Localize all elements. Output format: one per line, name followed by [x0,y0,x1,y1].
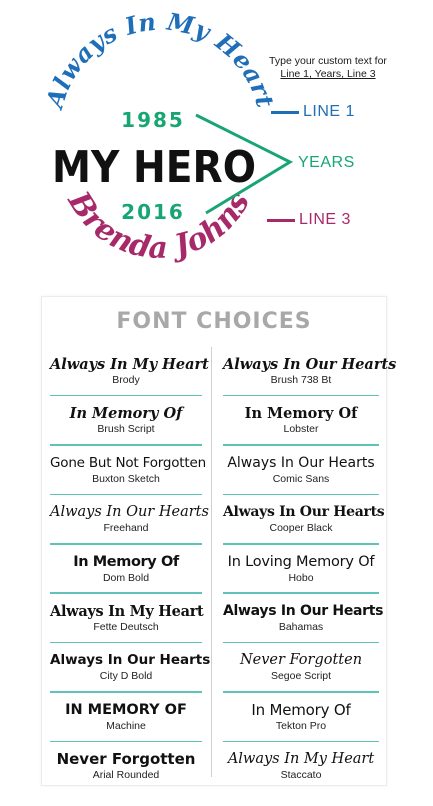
sample-rule [223,494,379,496]
column-divider [211,347,212,777]
font-sample [223,398,379,447]
sample-rule [223,444,379,446]
sample-rule [223,395,379,397]
sample-rule [223,741,379,743]
font-sample-name: Machine [106,719,146,732]
font-sample-phrase: Never Forgotten [56,750,196,769]
font-sample-name: Cooper Black [269,522,333,535]
font-sample-phrase: Always In My Heart [227,751,375,768]
sample-rule [223,592,379,594]
font-sample-phrase: IN MEMORY OF [65,701,187,718]
font-sample [50,448,206,497]
font-sample-phrase: Always In Our Hearts [223,602,384,619]
sample-rule [50,741,202,743]
sample-rule [223,543,379,545]
callout-line3-label: LINE 3 [299,211,351,228]
font-sample [223,448,379,497]
emblem-line3: Brenda Johns [60,185,258,266]
callout-line3-dash [267,219,295,222]
emblem-main-name: MY HERO [52,142,256,193]
font-choices-panel [41,296,397,786]
font-sample [50,695,202,744]
font-sample-name: City D Bold [99,670,153,683]
font-sample-phrase: In Memory Of [244,405,358,423]
font-sample-phrase: Always In My Heart [50,356,209,373]
font-sample-phrase: Always In My Heart [50,602,204,620]
font-sample-name: Staccato [280,769,322,782]
font-sample-phrase: In Memory Of [69,405,183,423]
panel-title: FONT CHOICES [116,309,312,334]
font-sample-name: Comic Sans [272,472,330,485]
font-sample-phrase: Always In Our Hearts [227,454,375,471]
font-sample-phrase: Always In Our Hearts [50,652,211,669]
instructions-text: Type your custom text for [269,55,387,67]
font-sample-name: Segoe Script [270,670,332,683]
emblem-line1: Always In My Heart [39,6,281,112]
memorial-emblem [0,0,433,290]
font-sample-name: Tekton Pro [275,719,327,732]
font-sample-phrase: In Memory Of [73,553,179,570]
font-sample [50,744,202,793]
sample-rule [50,494,202,496]
font-sample-name: Bahamas [278,620,324,633]
font-sample-name: Dom Bold [102,571,150,584]
sample-rule [223,691,379,693]
callout-line1-dash [271,111,299,114]
sample-rule [50,592,202,594]
font-sample [223,497,385,546]
font-sample [223,547,379,596]
callout-line3 [267,211,351,229]
font-sample [223,596,384,645]
font-sample [223,645,379,694]
callout-line1 [271,103,355,121]
font-sample-name: Buxton Sketch [92,472,160,485]
sample-rule [223,642,379,644]
font-column-left [50,349,211,794]
font-sample-phrase: Always In Our Hearts [223,356,397,373]
emblem-year-end: 2016 [121,200,185,224]
font-column-right [223,349,397,794]
instructions-fields: Line 1, Years, Line 3 [280,68,376,80]
font-sample-phrase: In Memory Of [251,700,351,719]
font-sample-phrase: Gone But Not Forgotten [50,454,206,471]
sample-rule [50,691,202,693]
font-sample [223,744,379,793]
font-sample-phrase: Always In Our Hearts [223,504,385,521]
font-sample [50,398,202,447]
callout-years [298,154,355,172]
callout-years-label: YEARS [298,154,355,171]
font-sample-name: Lobster [283,423,319,436]
font-sample [50,547,202,596]
emblem-year-start: 1985 [121,108,185,132]
font-sample-name: Brody [112,374,140,386]
font-sample-name: Arial Rounded [92,769,160,782]
sample-rule [50,642,202,644]
callout-line1-label: LINE 1 [303,103,355,120]
font-sample-name: Hobo [288,571,314,584]
font-sample [50,596,202,645]
font-sample-name: Freehand [103,522,149,535]
font-sample [223,695,379,744]
instructions [258,55,398,81]
font-sample-phrase: Never Forgotten [239,652,363,669]
font-sample-name: Fette Deutsch [93,620,159,633]
font-sample-name: Brush Script [97,423,155,436]
sample-rule [50,444,202,446]
sample-rule [50,395,202,397]
font-sample [50,497,209,546]
font-sample [50,645,211,694]
font-sample [223,349,397,398]
font-sample-name: Brush 738 Bt [270,374,332,386]
font-sample-phrase: Always In Our Hearts [50,504,209,521]
font-sample [50,349,209,398]
sample-rule [50,543,202,545]
font-sample-phrase: In Loving Memory Of [227,553,375,570]
